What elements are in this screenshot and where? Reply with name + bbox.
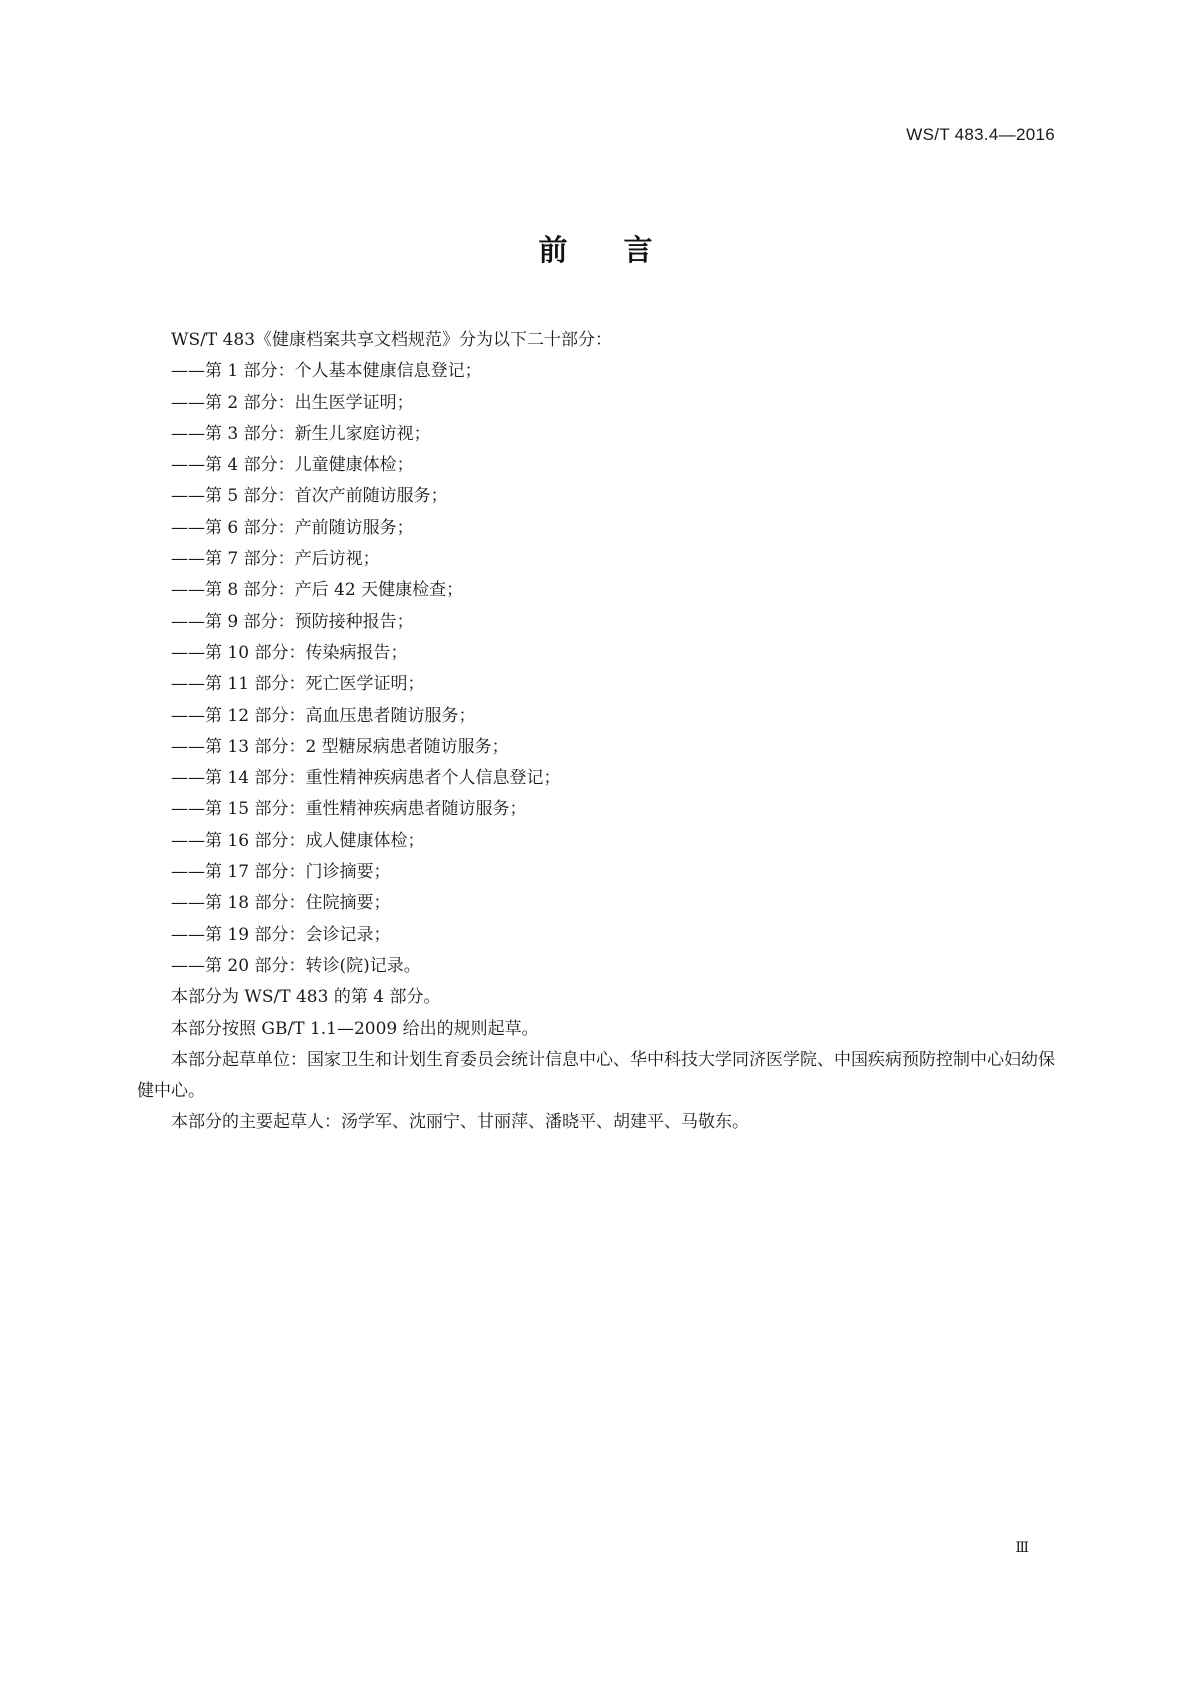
part-item: ——第 7 部分：产后访视； (171, 549, 380, 570)
part-item: ——第 1 部分：个人基本健康信息登记； (171, 361, 482, 382)
part-item: ——第 11 部分：死亡医学证明； (171, 674, 425, 695)
drafting-rules-statement: 本部分按照 GB/T 1.1—2009 给出的规则起草。 (171, 1018, 539, 1039)
part-item: ——第 20 部分：转诊(院)记录。 (171, 955, 421, 976)
part-item: ——第 8 部分：产后 42 天健康检查； (171, 580, 464, 601)
part-item: ——第 12 部分：高血压患者随访服务； (171, 705, 476, 726)
part-item: ——第 18 部分：住院摘要； (171, 893, 391, 914)
part-item: ——第 9 部分：预防接种报告； (171, 611, 414, 632)
part-item: ——第 10 部分：传染病报告； (171, 642, 408, 663)
document-code (906, 125, 1055, 145)
part-item: ——第 19 部分：会诊记录； (171, 924, 391, 945)
part-item: ——第 13 部分：2 型糖尿病患者随访服务； (171, 736, 509, 757)
part-item: ——第 3 部分：新生儿家庭访视； (171, 423, 431, 444)
part-item: ——第 6 部分：产前随访服务； (171, 517, 414, 538)
part-item: ——第 15 部分：重性精神疾病患者随访服务； (171, 799, 527, 820)
intro-paragraph: WS/T 483《健康档案共享文档规范》分为以下二十部分： (171, 330, 613, 350)
page-number: Ⅲ (1015, 1540, 1029, 1556)
document-code-text: WS/T 483.4—2016 (906, 125, 1055, 144)
part-item: ——第 2 部分：出生医学证明； (171, 392, 414, 413)
part-item: ——第 14 部分：重性精神疾病患者个人信息登记； (171, 768, 561, 789)
part-of-statement: 本部分为 WS/T 483 的第 4 部分。 (171, 987, 441, 1008)
part-item: ——第 5 部分：首次产前随访服务； (171, 486, 448, 507)
foreword-body (137, 325, 1057, 1139)
drafting-units-statement: 本部分起草单位：国家卫生和计划生育委员会统计信息中心、华中科技大学同济医学院、中国疾病预防控制中心妇幼保健中心。 (137, 1049, 1055, 1102)
part-item: ——第 4 部分：儿童健康体检； (171, 455, 414, 476)
part-item: ——第 16 部分：成人健康体检； (171, 830, 425, 851)
page-title: 前言 (538, 233, 709, 267)
drafters-statement: 本部分的主要起草人：汤学军、沈丽宁、甘丽萍、潘晓平、胡建平、马敬东。 (171, 1112, 749, 1133)
part-item: ——第 17 部分：门诊摘要； (171, 862, 391, 883)
